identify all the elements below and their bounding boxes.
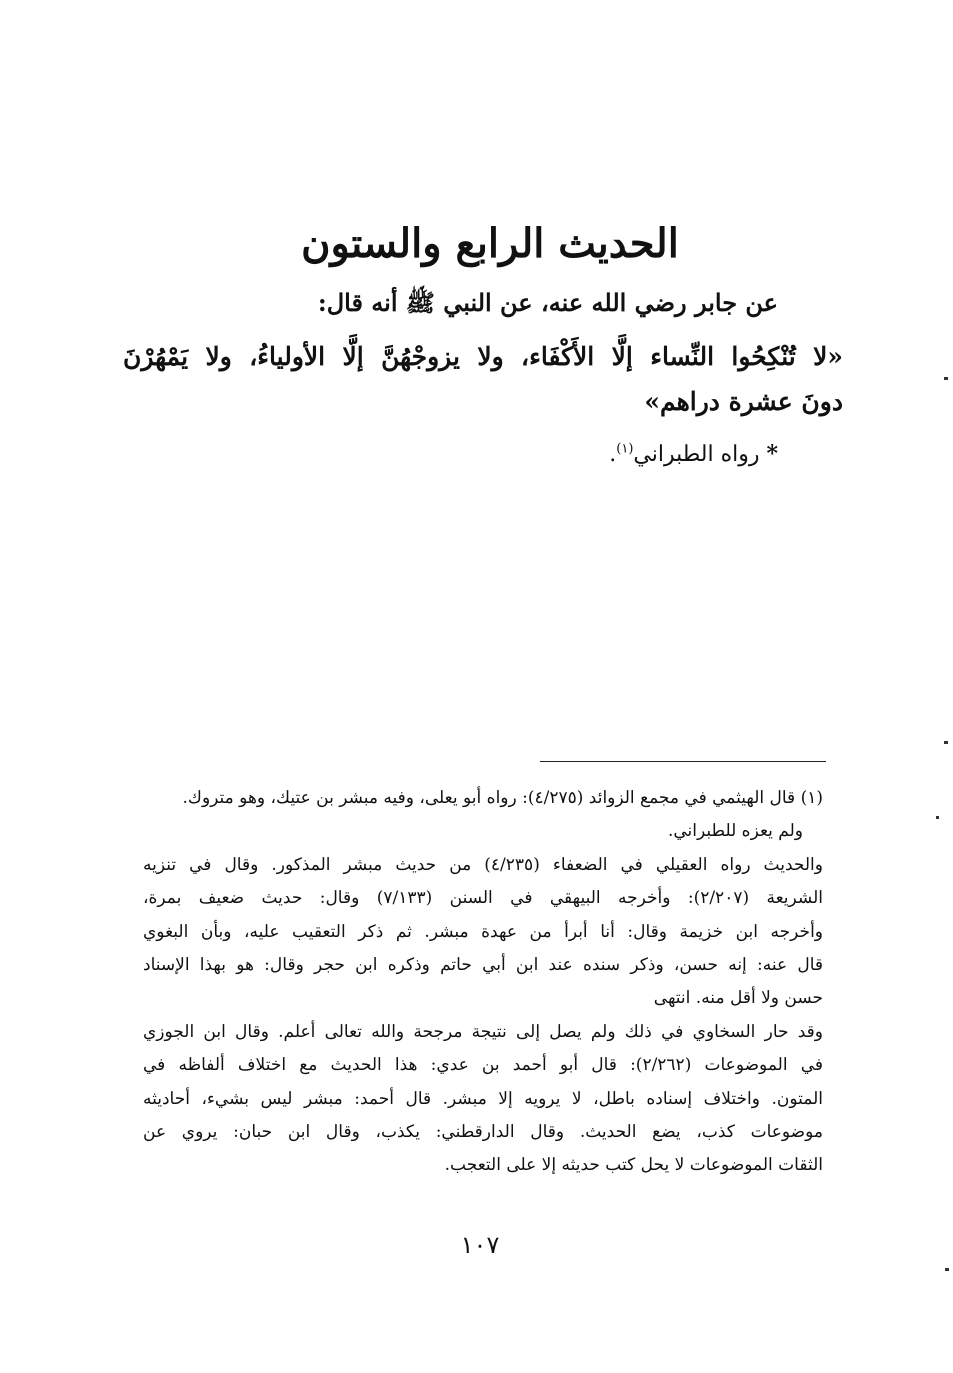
source-text: رواه الطبراني bbox=[633, 442, 760, 467]
footnotes bbox=[143, 782, 823, 1183]
footnote-reference: (١) bbox=[616, 441, 634, 457]
footnote-line: الثقات الموضوعات لا يحل كتب حديثه إلا على التعجب. bbox=[444, 1155, 823, 1176]
hadith-source bbox=[278, 436, 778, 473]
footnote-line: موضوعات كذب، يضع الحديث. وقال الدارقطني: يكذب، وقال ابن حبان: يروي عن bbox=[143, 1121, 823, 1142]
hadith-title: الحديث الرابع والستون bbox=[301, 220, 679, 267]
page-number: ١٠٧ bbox=[460, 1231, 500, 1259]
footnote-line: الشريعة (٢/٢٠٧): وأخرجه البيهقي في السنن (٧/١٣٣) وقال: حديث ضعيف بمرة، bbox=[143, 888, 823, 909]
scan-mark bbox=[936, 816, 939, 819]
hadith-text-line-1: «لا تُنْكِحُوا النِّساء إلَّا الأَكْفَاء، ولا يزوجْهُنَّ إلَّا الأولياءُ، ولا يَمْهُرْنَ bbox=[123, 342, 843, 371]
footnote-line: في الموضوعات (٢/٢٦٢): قال أبو أحمد بن عدي: هذا الحديث مع اختلاف ألفاظه في bbox=[143, 1055, 823, 1076]
hadith-text-line-2: دونَ عشرة دراهم» bbox=[644, 387, 843, 416]
scan-mark bbox=[944, 741, 948, 744]
footnote-line: (١) قال الهيثمي في مجمع الزوائد (٤/٢٧٥): رواه أبو يعلى، وفيه مبشر بن عتيك، وهو متروك. bbox=[182, 788, 823, 808]
footnote-line: حسن ولا أقل منه. انتهى bbox=[653, 988, 823, 1009]
scan-mark bbox=[945, 1268, 949, 1271]
footnote-separator bbox=[540, 761, 826, 762]
footnote-line: ولم يعزه للطبراني. bbox=[667, 821, 803, 842]
footnote-line: وأخرجه ابن خزيمة وقال: أنا أبرأ من عهدة مبشر. ثم ذكر التعقيب عليه، وبأن البغوي bbox=[143, 921, 823, 942]
footnote-line: والحديث رواه العقيلي في الضعفاء (٤/٢٣٥) من حديث مبشر المذكور. وقال في تنزيه bbox=[143, 854, 823, 875]
hadith-intro: عن جابر رضي الله عنه، عن النبي ﷺ أنه قال: bbox=[317, 288, 778, 317]
footnote-line: قال عنه: إنه حسن، وذكر سنده عند ابن أبي حاتم وذكره ابن حجر وقال: هو بهذا الإسناد bbox=[143, 954, 823, 975]
footnote-line: وقد حار السخاوي في ذلك ولم يصل إلى نتيجة مرجحة والله تعالى أعلم. وقال ابن الجوزي bbox=[143, 1021, 823, 1042]
footnote-line: المتون. واختلاف إسناده باطل، لا يرويه إلا مبشر. قال أحمد: مبشر ليس بشيء، أحاديثه bbox=[143, 1088, 823, 1109]
scan-mark bbox=[944, 377, 948, 380]
source-period: . bbox=[609, 442, 617, 467]
star-marker: * bbox=[766, 441, 778, 467]
